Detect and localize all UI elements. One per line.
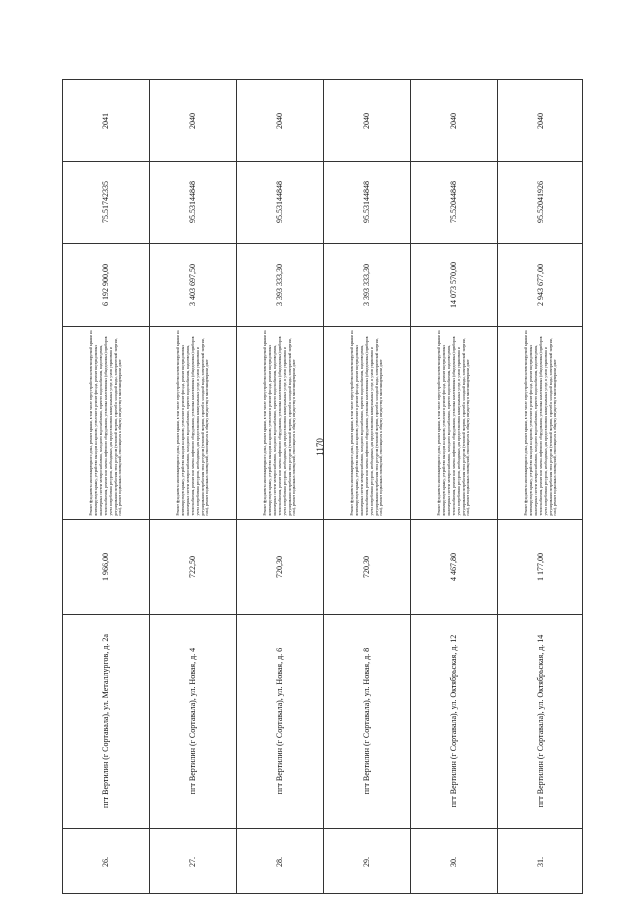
code-text: 75.51742335 bbox=[101, 181, 110, 223]
cell-address bbox=[150, 614, 236, 828]
code-text: 95.52041926 bbox=[536, 181, 545, 223]
address-text: пгт Вертилин (г Сортавала), ул. Новая, д. 4 bbox=[188, 647, 197, 795]
num-text: 29. bbox=[362, 856, 371, 867]
cell-cost bbox=[324, 243, 410, 326]
cell-area bbox=[324, 519, 410, 614]
cell-cost bbox=[498, 243, 584, 326]
code-text: 95.53144848 bbox=[362, 181, 371, 223]
cell-address bbox=[237, 614, 323, 828]
cell-area bbox=[63, 519, 149, 614]
cell-cost bbox=[63, 243, 149, 326]
area-text: 720,30 bbox=[275, 555, 284, 578]
cell-works bbox=[411, 326, 497, 519]
works-text: Ремонт фундамента многоквартирного дома, ремонт крыши, в том числе переустройство невентилируемой крыши на вентилируемую крышу, устройство выходов на кровлю, утепление и ремонт фасада, ремонт внутридомовых инженерных систем электроснабжения, холодного водоснабжения, горячего водоснабжения, водоотведения, теплоснабжения, ремонт или замена лифтового оборудования, установка коллективных (общедомовых) приборов учета потребления ресурсов, необходимых для предоставления коммунальных услуг, и узлов управления и регулирования потребления этих ресурсов (тепловой энергии, горячей и холодной воды, электрической энергии, газа), ремонт подвальных помещений, относящихся к общему имуществу в многоквартирном доме bbox=[175, 330, 210, 515]
area-text: 1 177,00 bbox=[536, 552, 545, 581]
code-text: 95.53144848 bbox=[275, 181, 284, 223]
cell-num bbox=[324, 828, 410, 895]
address-text: пгт Вертилин (г Сортавала), ул. Новая, д. 8 bbox=[362, 647, 371, 795]
year-text: 2040 bbox=[449, 112, 458, 129]
works-text: Ремонт фундамента многоквартирного дома, ремонт крыши, в том числе переустройство невентилируемой крыши на вентилируемую крышу, устройство выходов на кровлю, утепление и ремонт фасада, ремонт внутридомовых инженерных систем электроснабжения, холодного водоснабжения, горячего водоснабжения, водоотведения, теплоснабжения, ремонт или замена лифтового оборудования, установка коллективных (общедомовых) приборов учета потребления ресурсов, необходимых для предоставления коммунальных услуг, и узлов управления и регулирования потребления этих ресурсов (тепловой энергии, горячей и холодной воды, электрической энергии, газа), ремонт подвальных помещений, относящихся к общему имуществу в многоквартирном доме bbox=[262, 330, 297, 515]
cell-code bbox=[411, 161, 497, 243]
works-table bbox=[62, 79, 583, 894]
area-text: 720,30 bbox=[362, 555, 371, 578]
cell-code bbox=[63, 161, 149, 243]
cost-text: 3 403 697,50 bbox=[188, 263, 197, 306]
cost-text: 6 192 900,00 bbox=[101, 263, 110, 306]
cell-year bbox=[324, 80, 410, 161]
cell-year bbox=[237, 80, 323, 161]
cell-area bbox=[237, 519, 323, 614]
cell-address bbox=[498, 614, 584, 828]
cell-num bbox=[411, 828, 497, 895]
cell-num bbox=[498, 828, 584, 895]
num-text: 27. bbox=[188, 856, 197, 867]
year-text: 2040 bbox=[536, 112, 545, 129]
cell-area bbox=[150, 519, 236, 614]
address-text: пгт Вертилин (г Сортавала), ул. Октябрьская, д. 12 bbox=[449, 634, 458, 808]
year-text: 2040 bbox=[362, 112, 371, 129]
code-text: 95.53144848 bbox=[188, 181, 197, 223]
cell-area bbox=[498, 519, 584, 614]
cell-cost bbox=[237, 243, 323, 326]
num-text: 30. bbox=[449, 856, 458, 867]
cell-address bbox=[324, 614, 410, 828]
cell-year bbox=[150, 80, 236, 161]
year-text: 2040 bbox=[188, 112, 197, 129]
cell-address bbox=[411, 614, 497, 828]
cell-code bbox=[150, 161, 236, 243]
cell-works bbox=[324, 326, 410, 519]
cost-text: 14 073 570,00 bbox=[449, 261, 458, 308]
cell-works bbox=[237, 326, 323, 519]
cell-area bbox=[411, 519, 497, 614]
code-text: 75.52044848 bbox=[449, 181, 458, 223]
num-text: 26. bbox=[101, 856, 110, 867]
cell-address bbox=[63, 614, 149, 828]
area-text: 1 966,00 bbox=[101, 552, 110, 581]
cell-year bbox=[411, 80, 497, 161]
cell-cost bbox=[150, 243, 236, 326]
cell-works bbox=[63, 326, 149, 519]
page-number: 1170 bbox=[315, 438, 325, 456]
address-text: пгт Вертилин (г Сортавала), ул. Новая, д. 6 bbox=[275, 647, 284, 795]
works-text: Ремонт фундамента многоквартирного дома, ремонт крыши, в том числе переустройство невентилируемой крыши на вентилируемую крышу, устройство выходов на кровлю, утепление и ремонт фасада, ремонт внутридомовых инженерных систем электроснабжения, холодного водоснабжения, горячего водоснабжения, водоотведения, теплоснабжения, ремонт или замена лифтового оборудования, установка коллективных (общедомовых) приборов учета потребления ресурсов, необходимых для предоставления коммунальных услуг, и узлов управления и регулирования потребления этих ресурсов (тепловой энергии, горячей и холодной воды, электрической энергии, газа), ремонт подвальных помещений, относящихся к общему имуществу в многоквартирном доме bbox=[88, 330, 123, 515]
cost-text: 3 393 333,30 bbox=[275, 263, 284, 306]
address-text: пгт Вертилин (г Сортавала), ул. Металлургов, д. 2а bbox=[101, 634, 110, 808]
year-text: 2040 bbox=[275, 112, 284, 129]
year-text: 2041 bbox=[101, 112, 110, 129]
cell-code bbox=[324, 161, 410, 243]
cell-year bbox=[498, 80, 584, 161]
num-text: 31. bbox=[536, 856, 545, 867]
address-text: пгт Вертилин (г Сортавала), ул. Октябрьская, д. 14 bbox=[536, 634, 545, 808]
num-text: 28. bbox=[275, 856, 284, 867]
cost-text: 2 943 677,00 bbox=[536, 263, 545, 306]
cell-num bbox=[237, 828, 323, 895]
cell-year bbox=[63, 80, 149, 161]
works-text: Ремонт фундамента многоквартирного дома, ремонт крыши, в том числе переустройство невентилируемой крыши на вентилируемую крышу, устройство выходов на кровлю, утепление и ремонт фасада, ремонт внутридомовых инженерных систем электроснабжения, холодного водоснабжения, горячего водоснабжения, водоотведения, теплоснабжения, ремонт или замена лифтового оборудования, установка коллективных (общедомовых) приборов учета потребления ресурсов, необходимых для предоставления коммунальных услуг, и узлов управления и регулирования потребления этих ресурсов (тепловой энергии, горячей и холодной воды, электрической энергии, газа), ремонт подвальных помещений, относящихся к общему имуществу в многоквартирном доме bbox=[436, 330, 471, 515]
cell-code bbox=[498, 161, 584, 243]
works-text: Ремонт фундамента многоквартирного дома, ремонт крыши, в том числе переустройство невентилируемой крыши на вентилируемую крышу, устройство выходов на кровлю, утепление и ремонт фасада, ремонт внутридомовых инженерных систем электроснабжения, холодного водоснабжения, горячего водоснабжения, водоотведения, теплоснабжения, ремонт или замена лифтового оборудования, установка коллективных (общедомовых) приборов учета потребления ресурсов, необходимых для предоставления коммунальных услуг, и узлов управления и регулирования потребления этих ресурсов (тепловой энергии, горячей и холодной воды, электрической энергии, газа), ремонт подвальных помещений, относящихся к общему имуществу в многоквартирном доме bbox=[349, 330, 384, 515]
cell-code bbox=[237, 161, 323, 243]
works-text: Ремонт фундамента многоквартирного дома, ремонт крыши, в том числе переустройство невентилируемой крыши на вентилируемую крышу, устройство выходов на кровлю, утепление и ремонт фасада, ремонт внутридомовых инженерных систем электроснабжения, холодного водоснабжения, горячего водоснабжения, водоотведения, теплоснабжения, ремонт или замена лифтового оборудования, установка коллективных (общедомовых) приборов учета потребления ресурсов, необходимых для предоставления коммунальных услуг, и узлов управления и регулирования потребления этих ресурсов (тепловой энергии, горячей и холодной воды, электрической энергии, газа), ремонт подвальных помещений, относящихся к общему имуществу в многоквартирном доме bbox=[523, 330, 558, 515]
cell-cost bbox=[411, 243, 497, 326]
cell-num bbox=[150, 828, 236, 895]
cell-num bbox=[63, 828, 149, 895]
area-text: 722,50 bbox=[188, 555, 197, 578]
cost-text: 3 393 333,30 bbox=[362, 263, 371, 306]
cell-works bbox=[150, 326, 236, 519]
cell-works bbox=[498, 326, 584, 519]
area-text: 4 467,80 bbox=[449, 552, 458, 581]
